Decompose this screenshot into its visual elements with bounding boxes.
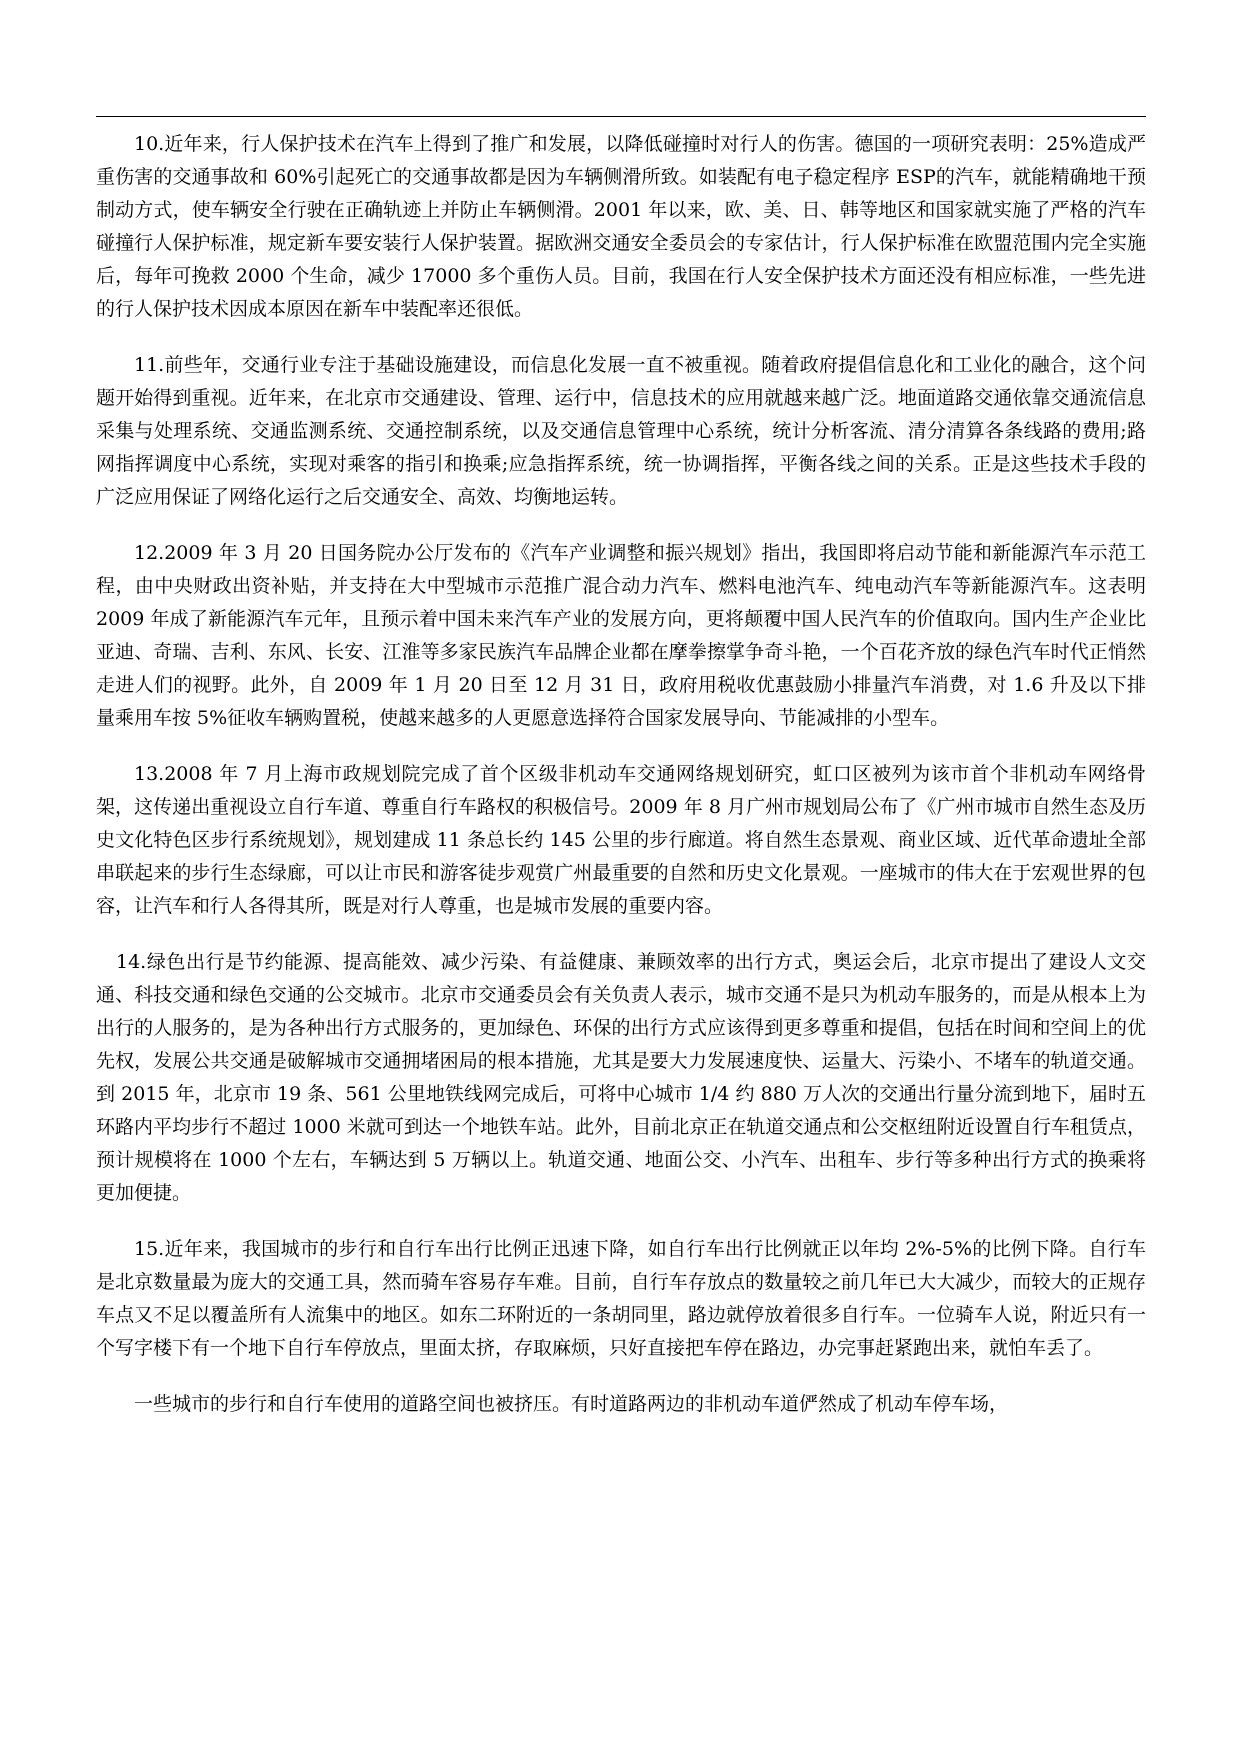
header-rule xyxy=(96,116,1146,117)
paragraph-p11: 11.前些年，交通行业专注于基础设施建设，而信息化发展一直不被重视。随着政府提倡信息化和工业化的融合，这个问题开始得到重视。近年来，在北京市交通建设、管理、运行中，信息技术的应用就越来越广泛。地面道路交通依靠交通流信息采集与处理系统、交通监测系统、交通控制系统，以及交通信息管理中心系统，统计分析客流、清分清算各条线路的费用;路网指挥调度中心系统，实现对乘客的指引和换乘;应急指挥系统，统一协调指挥，平衡各线之间的关系。正是这些技术手段的广泛应用保证了网络化运行之后交通安全、高效、均衡地运转。 xyxy=(96,354,1146,508)
paragraph-p10: 10.近年来，行人保护技术在汽车上得到了推广和发展，以降低碰撞时对行人的伤害。德国的一项研究表明：25%造成严重伤害的交通事故和 60%引起死亡的交通事故都是因为车辆侧滑所致。如装配有电子稳定程序 ESP的汽车，就能精确地干预制动方式，使车辆安全行驶在正确轨迹上并防止车辆侧滑。2001 年以来，欧、美、日、韩等地区和国家就实施了严格的汽车碰撞行人保护标准，规定新车要安装行人保护装置。据欧洲交通安全委员会的专家估计，行人保护标准在欧盟范围内完全实施后，每年可挽救 2000 个生命，减少 17000 多个重伤人员。目前，我国在行人安全保护技术方面还没有相应标准，一些先进的行人保护技术因成本原因在新车中装配率还很低。 xyxy=(96,133,1146,320)
paragraph-p13: 13.2008 年 7 月上海市政规划院完成了首个区级非机动车交通网络规划研究，虹口区被列为该市首个非机动车网络骨架，这传递出重视设立自行车道、尊重自行车路权的积极信号。2009 年 8 月广州市规划局公布了《广州市城市自然生态及历史文化特色区步行系统规划》，规划建成 11 条总长约 145 公里的步行廊道。将自然生态景观、商业区域、近代革命遗址全部串联起来的步行生态绿廊，可以让市民和游客徒步观赏广州最重要的自然和历史文化景观。一座城市的伟大在于宏观世界的包容，让汽车和行人各得其所，既是对行人尊重，也是城市发展的重要内容。 xyxy=(96,763,1146,917)
paragraph-p16: 一些城市的步行和自行车使用的道路空间也被挤压。有时道路两边的非机动车道俨然成了机动车停车场， xyxy=(134,1393,1009,1415)
paragraph-p12: 12.2009 年 3 月 20 日国务院办公厅发布的《汽车产业调整和振兴规划》指出，我国即将启动节能和新能源汽车示范工程，由中央财政出资补贴，并支持在大中型城市示范推广混合动力汽车、燃料电池汽车、纯电动汽车等新能源汽车。这表明 2009 年成了新能源汽车元年，且预示着中国未来汽车产业的发展方向，更将颠覆中国人民汽车的价值取向。国内生产企业比亚迪、奇瑞、吉利、东风、长安、江淮等多家民族汽车品牌企业都在摩拳擦掌争奇斗艳，一个百花齐放的绿色汽车时代正悄然走进人们的视野。此外，自 2009 年 1 月 20 日至 12 月 31 日，政府用税收优惠鼓励小排量汽车消费，对 1.6 升及以下排量乘用车按 5%征收车辆购置税，使越来越多的人更愿意选择符合国家发展导向、节能减排的小型车。 xyxy=(96,542,1153,729)
paragraph-p14: 14.绿色出行是节约能源、提高能效、减少污染、有益健康、兼顾效率的出行方式，奥运会后，北京市提出了建设人文交通、科技交通和绿色交通的公交城市。北京市交通委员会有关负责人表示，城市交通不是只为机动车服务的，而是从根本上为出行的人服务的，是为各种出行方式服务的，更加绿色、环保的出行方式应该得到更多尊重和提倡，包括在时间和空间上的优先权，发展公共交通是破解城市交通拥堵困局的根本措施，尤其是要大力发展速度快、运量大、污染小、不堵车的轨道交通。到 2015 年，北京市 19 条、561 公里地铁线网完成后，可将中心城市 1/4 约 880 万人次的交通出行量分流到地下，届时五环路内平均步行不超过 1000 米就可到达一个地铁车站。此外，目前北京正在轨道交通点和公交枢纽附近设置自行车租赁点，预计规模将在 1000 个左右，车辆达到 5 万辆以上。轨道交通、地面公交、小汽车、出租车、步行等多种出行方式的换乘将更加便捷。 xyxy=(96,951,1146,1204)
document-body xyxy=(96,128,1153,1444)
paragraph-p15: 15.近年来，我国城市的步行和自行车出行比例正迅速下降，如自行车出行比例就正以年均 2%-5%的比例下降。自行车是北京数量最为庞大的交通工具，然而骑车容易存车难。目前，自行车存放点的数量较之前几年已大大减少，而较大的正规存车点又不足以覆盖所有人流集中的地区。如东二环附近的一条胡同里，路边就停放着很多自行车。一位骑车人说，附近只有一个写字楼下有一个地下自行车停放点，里面太挤，存取麻烦，只好直接把车停在路边，办完事赶紧跑出来，就怕车丢了。 xyxy=(96,1238,1146,1359)
